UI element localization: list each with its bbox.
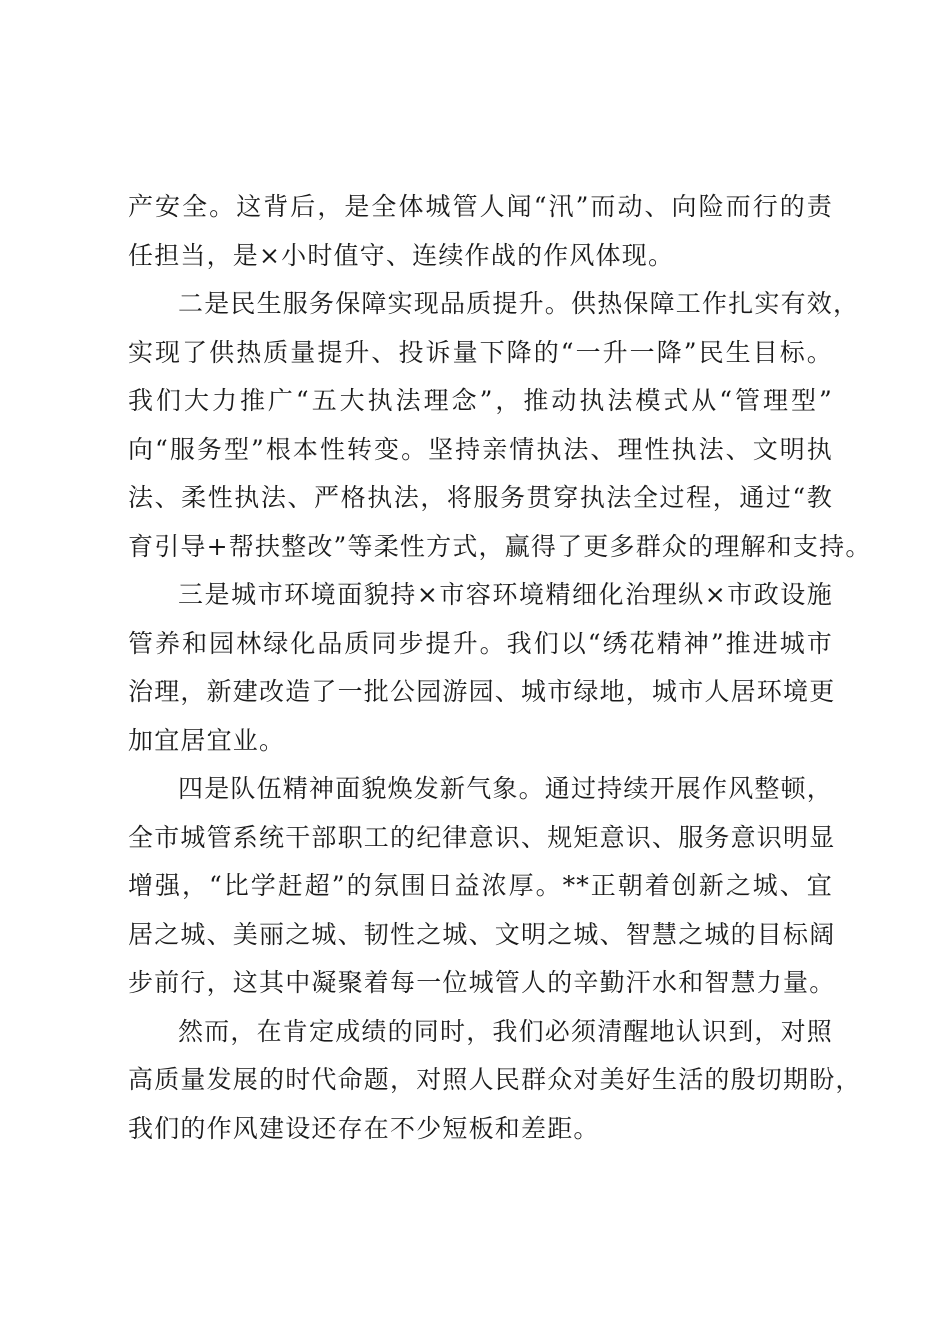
text-line: 治理，新建改造了一批公园游园、城市绿地，城市人居环境更 xyxy=(128,677,836,706)
text-line: 法、柔性执法、严格执法，将服务贯穿执法全过程，通过“教 xyxy=(128,483,833,512)
text-line: 增强，“比学赶超”的氛围日益浓厚。**正朝着创新之城、宜 xyxy=(128,871,833,900)
text-line: 全市城管系统干部职工的纪律意识、规矩意识、服务意识明显 xyxy=(128,822,836,852)
text-line: 步前行，这其中凝聚着每一位城管人的辛勤汗水和智慧力量。 xyxy=(128,968,836,997)
paragraph-start-line: 然而，在肯定成绩的同时，我们必须清醒地认识到，对照 xyxy=(178,1016,834,1046)
text-line: 高质量发展的时代命题，对照人民群众对美好生活的殷切期盼， xyxy=(128,1065,862,1094)
text-line: 加宜居宜业。 xyxy=(128,725,286,755)
document-body xyxy=(128,183,872,1153)
text-line: 我们的作风建设还存在不少短板和差距。 xyxy=(128,1113,600,1143)
text-line: 任担当，是×小时值守、连续作战的作风体现。 xyxy=(128,240,675,270)
text-line: 向“服务型”根本性转变。坚持亲情执法、理性执法、文明执 xyxy=(128,434,833,464)
paragraph-start-line: 三是城市环境面貌持×市容环境精细化治理纵×市政设施 xyxy=(178,580,833,609)
text-line: 管养和园林绿化品质同步提升。我们以“绣花精神”推进城市 xyxy=(128,628,833,658)
text-line: 居之城、美丽之城、韧性之城、文明之城、智慧之城的目标阔 xyxy=(128,919,836,949)
text-line: 育引导+帮扶整改”等柔性方式，赢得了更多群众的理解和支持。 xyxy=(128,531,872,561)
text-line: 实现了供热质量提升、投诉量下降的“一升一降”民生目标。 xyxy=(128,337,833,367)
text-line: 我们大力推广“五大执法理念”，推动执法模式从“管理型” xyxy=(128,386,833,415)
paragraph-start-line: 二是民生服务保障实现品质提升。供热保障工作扎实有效， xyxy=(178,289,860,318)
paragraph-start-line: 四是队伍精神面貌焕发新气象。通过持续开展作风整顿， xyxy=(178,774,834,803)
text-line: 产安全。这背后，是全体城管人闻“汛”而动、向险而行的责 xyxy=(128,192,833,221)
